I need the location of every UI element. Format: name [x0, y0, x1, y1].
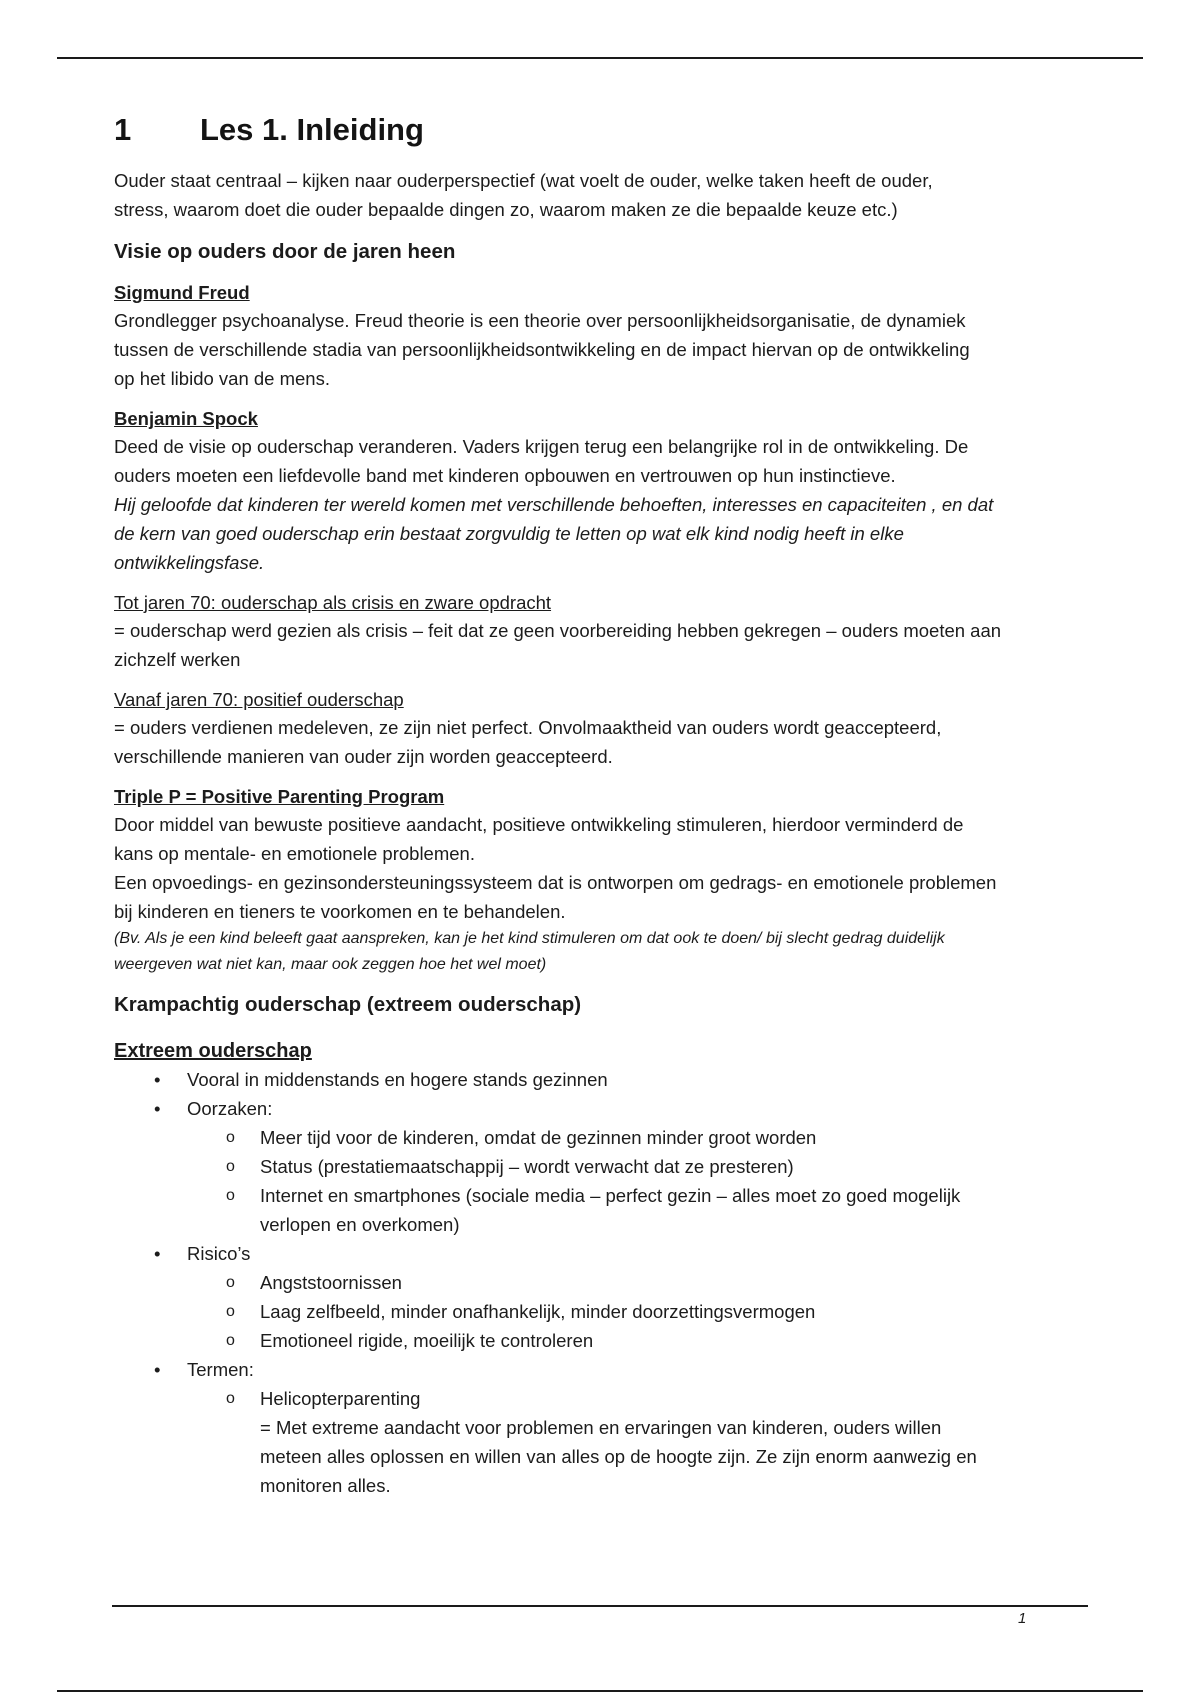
sub-list-item: [187, 1152, 1099, 1181]
text-line: Deed de visie op ouderschap veranderen. Vaders krijgen terug een belangrijke rol in de ontwikkeling. De: [114, 436, 969, 457]
extreem-block: [114, 1033, 1099, 1500]
text-line: zichzelf werken: [114, 649, 241, 670]
list-item: [114, 1355, 1099, 1500]
sub-item-text: Emotioneel rigide, moeilijk te controleren: [260, 1330, 594, 1351]
circle-bullet-icon: o: [226, 1332, 235, 1349]
circle-bullet-icon: o: [226, 1390, 235, 1407]
sub-item-text: Internet en smartphones (sociale media – perfect gezin – alles moet zo goed mogelijk: [260, 1185, 961, 1206]
chapter-title: Les 1. Inleiding: [200, 112, 424, 147]
text-line: verschillende manieren van ouder zijn worden geaccepteerd.: [114, 746, 613, 767]
spock-block: [114, 406, 1099, 577]
italic-line: Hij geloofde dat kinderen ter wereld komen met verschillende behoeften, interesses en capaciteiten , en dat: [114, 494, 994, 515]
page-number: 1: [1018, 1610, 1027, 1627]
list-item-text: Vooral in middenstands en hogere stands gezinnen: [187, 1069, 608, 1090]
sub-item-text: = Met extreme aandacht voor problemen en ervaringen van kinderen, ouders willen: [260, 1417, 942, 1438]
example-note: weergeven wat niet kan, maar ook zeggen hoe het wel moet): [114, 956, 547, 973]
header-rule: [57, 57, 1143, 59]
subheading-triple-p: Triple P = Positive Parenting Program: [114, 786, 445, 807]
text-line: Door middel van bewuste positieve aandacht, positieve ontwikkeling stimuleren, hierdoor verminderd de: [114, 814, 964, 835]
freud-block: [114, 280, 1099, 393]
chapter-number: 1: [114, 112, 132, 147]
bullet-list: [114, 1065, 1099, 1500]
text-line: stress, waarom doet die ouder bepaalde dingen zo, waarom maken ze die bepaalde keuze etc.): [114, 199, 898, 220]
sub-list-item: [187, 1268, 1099, 1297]
sub-list: [187, 1123, 1099, 1239]
bottom-rule: [57, 1690, 1143, 1692]
sub-item-text: Laag zelfbeeld, minder onafhankelijk, minder doorzettingsvermogen: [260, 1301, 816, 1322]
list-item: [114, 1065, 1099, 1094]
circle-bullet-icon: o: [226, 1129, 235, 1146]
sub-list-item: [187, 1181, 1099, 1239]
sub-list: [187, 1268, 1099, 1355]
bullet-icon: •: [154, 1243, 161, 1264]
list-item: [114, 1239, 1099, 1355]
bullet-icon: •: [154, 1098, 161, 1119]
document-body: [114, 112, 1099, 1500]
sub-item-text: verlopen en overkomen): [260, 1214, 460, 1235]
text-line: = ouderschap werd gezien als crisis – feit dat ze geen voorbereiding hebben gekregen – ouders moeten aan: [114, 620, 1002, 641]
text-line: = ouders verdienen medeleven, ze zijn niet perfect. Onvolmaaktheid van ouders wordt geaccepteerd,: [114, 717, 942, 738]
list-item-text: Termen:: [187, 1359, 254, 1380]
triplep-block: [114, 784, 1099, 978]
bullet-icon: •: [154, 1069, 161, 1090]
italic-line: ontwikkelingsfase.: [114, 552, 265, 573]
sub-item-text: Meer tijd voor de kinderen, omdat de gezinnen minder groot worden: [260, 1127, 817, 1148]
chapter-heading: [114, 112, 1099, 148]
text-line: op het libido van de mens.: [114, 368, 330, 389]
subheading-tot-jaren-70: Tot jaren 70: ouderschap als crisis en zware opdracht: [114, 592, 552, 613]
sub-item-text: meteen alles oplossen en willen van alles op de hoogte zijn. Ze zijn enorm aanwezig en: [260, 1446, 977, 1467]
text-line: ouders moeten een liefdevolle band met kinderen opbouwen en vertrouwen op hun instinctieve.: [114, 465, 896, 486]
example-note: (Bv. Als je een kind beleeft gaat aanspreken, kan je het kind stimuleren om dat ook te doen/ bij slecht gedrag duidelijk: [114, 930, 945, 947]
sub-item-text: Status (prestatiemaatschappij – wordt verwacht dat ze presteren): [260, 1156, 794, 1177]
subheading-freud: Sigmund Freud: [114, 282, 250, 303]
text-line: tussen de verschillende stadia van persoonlijkheidsontwikkeling en de impact hiervan op de ontwikkeling: [114, 339, 970, 360]
text-line: bij kinderen en tieners te voorkomen en te behandelen.: [114, 901, 566, 922]
circle-bullet-icon: o: [226, 1187, 235, 1204]
list-item-text: Oorzaken:: [187, 1098, 273, 1119]
sub-list-item: [187, 1123, 1099, 1152]
sub-list: [187, 1384, 1099, 1500]
bullet-icon: •: [154, 1359, 161, 1380]
sub-list-item: [187, 1326, 1099, 1355]
subheading-spock: Benjamin Spock: [114, 408, 258, 429]
italic-line: de kern van goed ouderschap erin bestaat zorgvuldig te letten op wat elk kind nodig heeft in elke: [114, 523, 904, 544]
sub-item-text: Angststoornissen: [260, 1272, 402, 1293]
sub-item-text: Helicopterparenting: [260, 1388, 421, 1409]
text-line: Een opvoedings- en gezinsondersteuningssysteem dat is ontworpen om gedrags- en emotionele problemen: [114, 872, 997, 893]
tot70-block: [114, 590, 1099, 674]
sub-list-item: [187, 1297, 1099, 1326]
section-heading-krampachtig: Krampachtig ouderschap (extreem ouderschap): [114, 993, 582, 1016]
circle-bullet-icon: o: [226, 1274, 235, 1291]
subheading-vanaf-jaren-70: Vanaf jaren 70: positief ouderschap: [114, 689, 404, 710]
text-line: Grondlegger psychoanalyse. Freud theorie is een theorie over persoonlijkheidsorganisatie, de dynamiek: [114, 310, 966, 331]
text-line: kans op mentale- en emotionele problemen.: [114, 843, 475, 864]
vanaf70-block: [114, 687, 1099, 771]
circle-bullet-icon: o: [226, 1303, 235, 1320]
intro-paragraph: [114, 166, 1099, 224]
footer-rule: [112, 1605, 1088, 1607]
list-item: [114, 1094, 1099, 1239]
section-heading-visie: Visie op ouders door de jaren heen: [114, 240, 456, 263]
sub-item-text: monitoren alles.: [260, 1475, 391, 1496]
list-item-text: Risico’s: [187, 1243, 251, 1264]
circle-bullet-icon: o: [226, 1158, 235, 1175]
text-line: Ouder staat centraal – kijken naar ouderperspectief (wat voelt de ouder, welke taken heeft de ouder,: [114, 170, 933, 191]
subheading-extreem: Extreem ouderschap: [114, 1040, 312, 1062]
sub-list-item: [187, 1384, 1099, 1500]
